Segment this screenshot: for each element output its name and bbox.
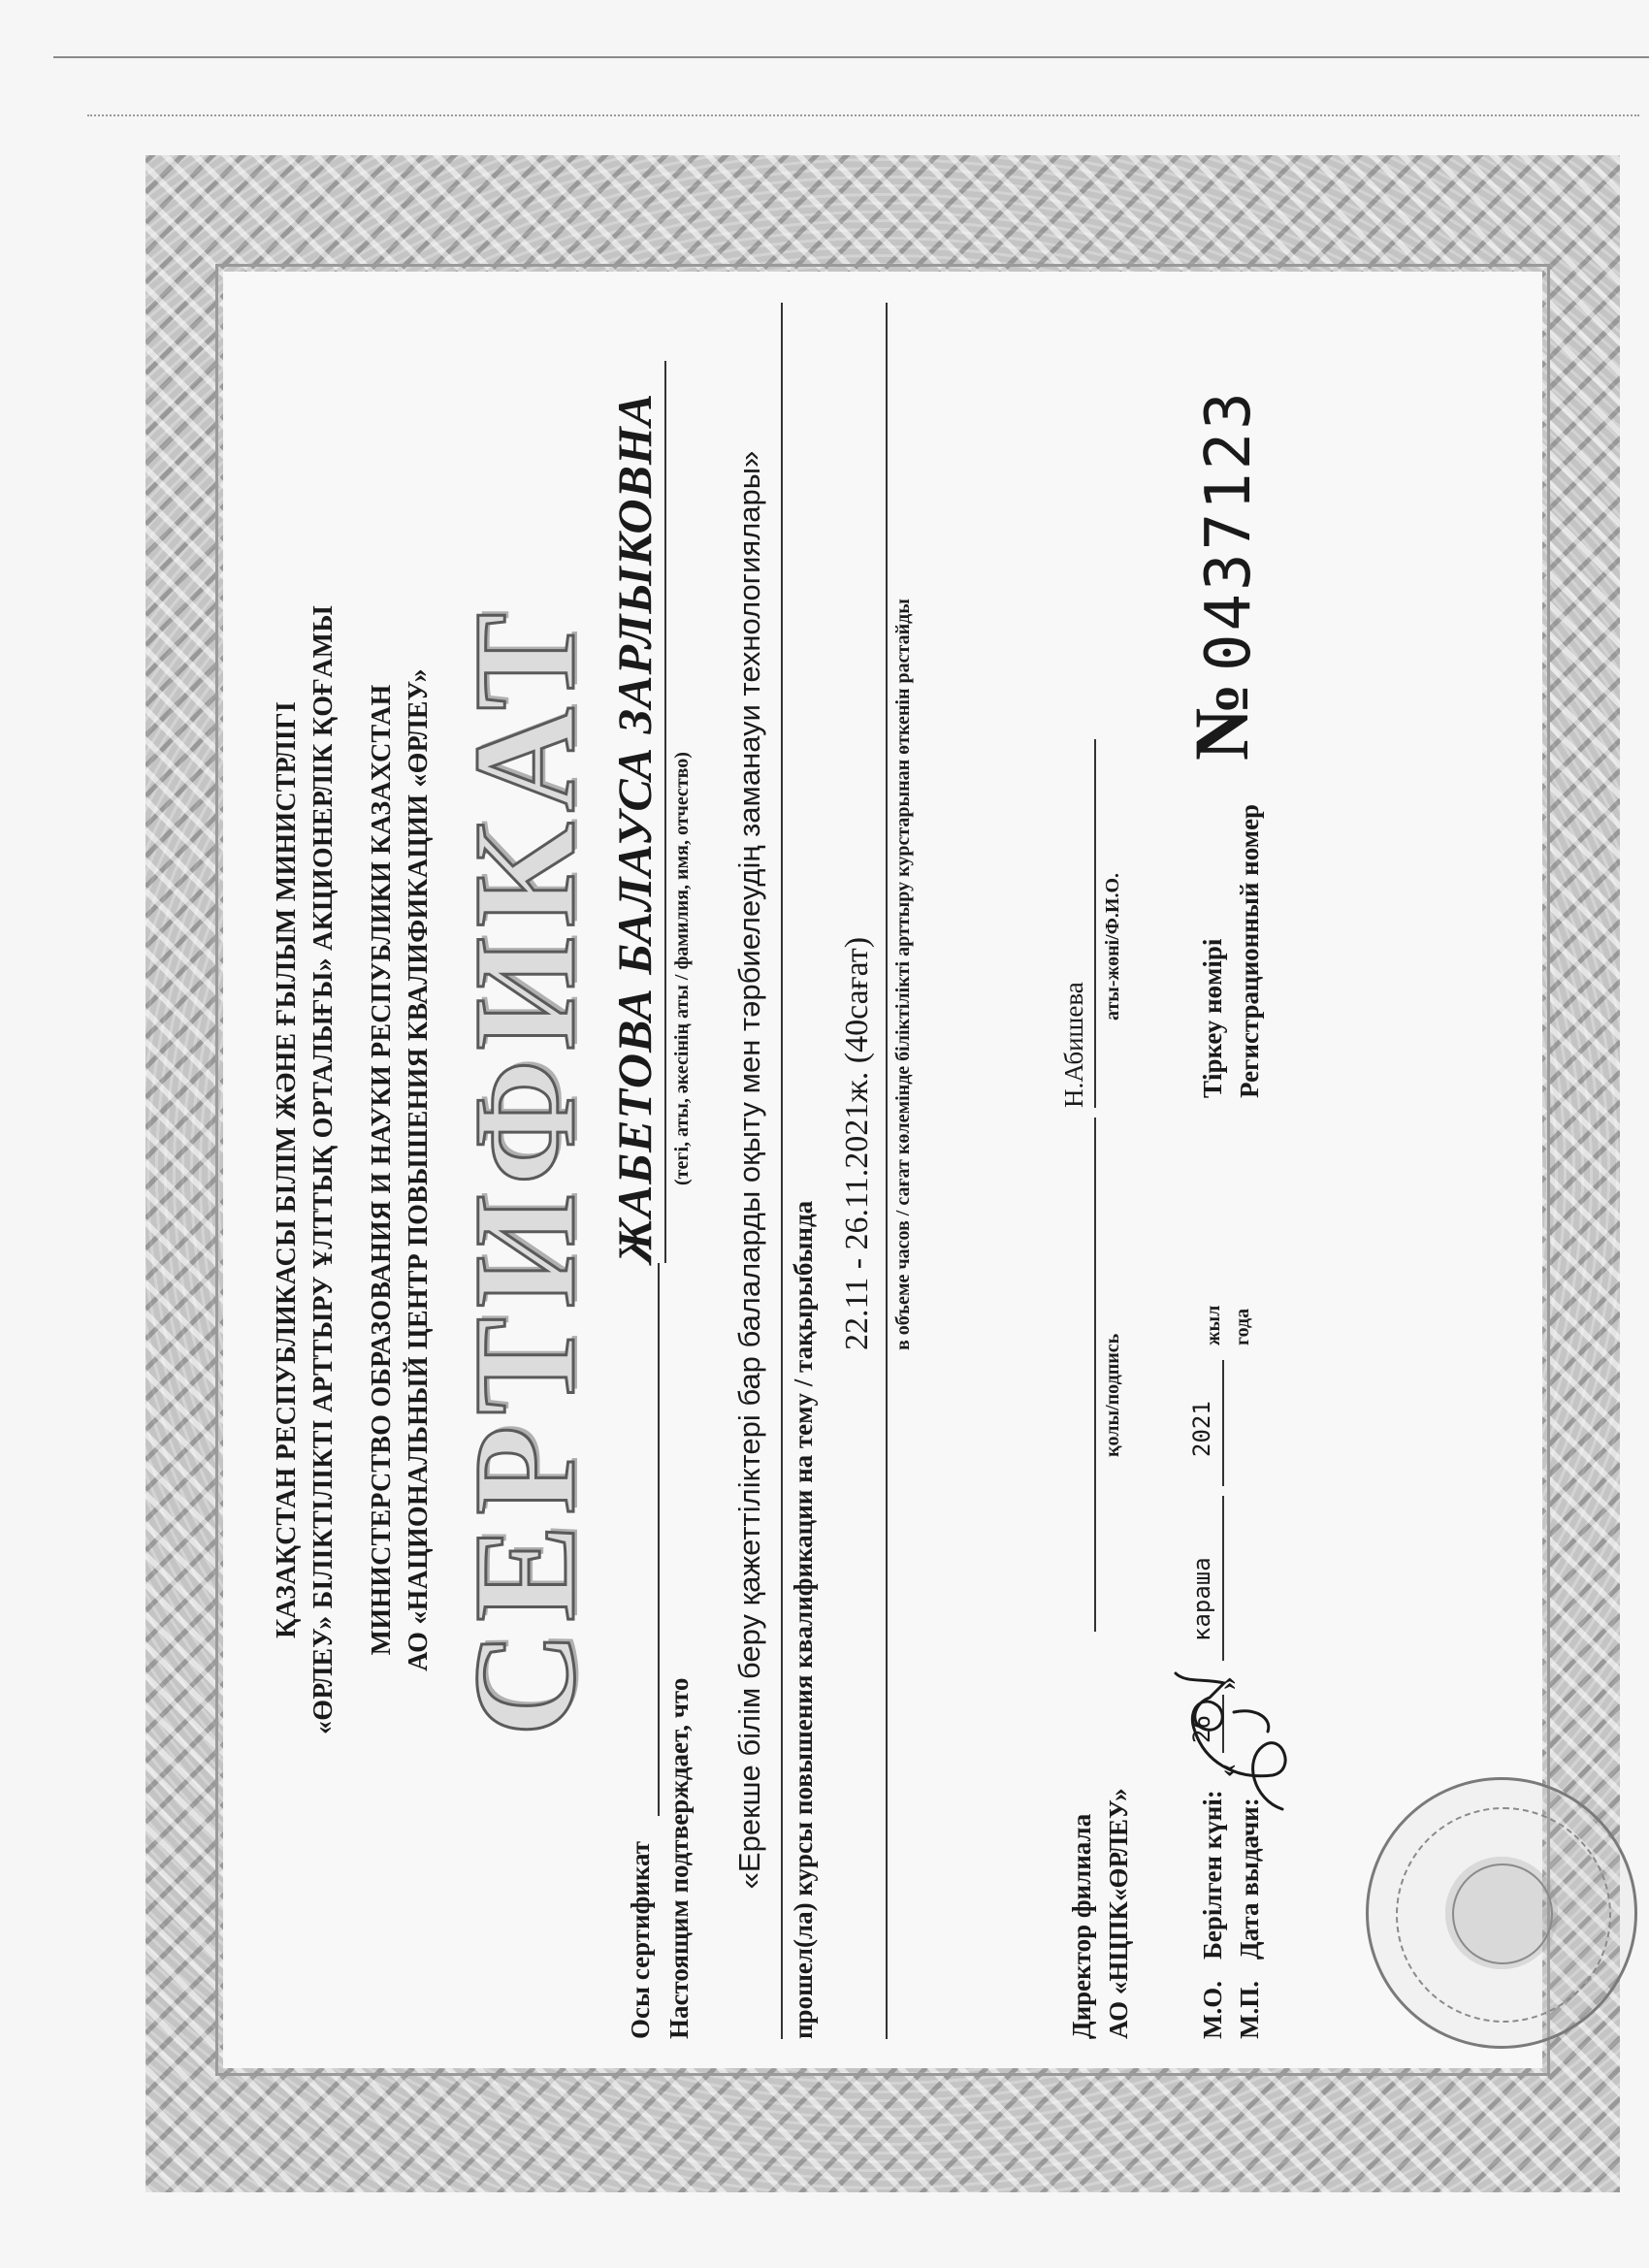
director-org: АО «НЦПК«ӨРЛЕУ» (1104, 1788, 1133, 2039)
course-topic: «Ерекше білім беру қажеттіліктері бар балаларды оқыту мен тәрбиелеудің заманауи технологиялары» (732, 450, 766, 1890)
registration-label-kz: Тіркеу нөмірі (1198, 938, 1227, 1098)
course-period: 22.11 - 26.11.2021ж. (40сағат) (839, 936, 875, 1350)
mp-label-kz: М.О. (1198, 1981, 1227, 2039)
handwritten-signature (1137, 1654, 1321, 1819)
issue-month-line (1222, 1496, 1224, 1661)
scan-edge-line (53, 56, 1649, 58)
issue-quote-close: » (1212, 1676, 1242, 1690)
course-caption: прошел(ла) курсы повышения квалификации на тему / тақырыбында (789, 1200, 818, 2039)
registration-number: 0437123 (1193, 389, 1265, 671)
header-orleu-ru: АО «НАЦИОНАЛЬНЫЙ ЦЕНТР ПОВЫШЕНИЯ КВАЛИФИКАЦИИ «ӨРЛЕУ» (404, 668, 434, 1671)
topic-underline (781, 303, 783, 2039)
cert-label-kz: Осы сертификат (626, 1840, 655, 2039)
header-ministry-ru: МИНИСТЕРСТВО ОБРАЗОВАНИЯ И НАУКИ РЕСПУБЛИКИ КАЗАХСТАН (367, 684, 397, 1656)
certificate-content (223, 272, 1542, 2068)
issue-month: караша (1188, 1557, 1215, 1641)
issue-year-line (1222, 1360, 1224, 1486)
recipient-name: ЖАБЕТОВА БАЛАУСА ЗАРЛЫКОВНА (607, 392, 662, 1263)
director-name: Н.Абишева (1059, 982, 1088, 1108)
year-label-kz: жыл (1203, 1305, 1224, 1345)
certificate-title: СЕРТИФИКАТ (444, 602, 605, 1737)
issue-date-label-kz: Берілген күні: (1198, 1790, 1227, 1960)
header-ministry-kz: ҚАЗАҚСТАН РЕСПУБЛИКАСЫ БІЛІМ ЖӘНЕ ҒЫЛЫМ МИНИСТРЛІГІ (272, 701, 302, 1639)
hours-caption: в объеме часов / сағат көлемінде біліктілікті арттыру курстарынан өткенін растайды (892, 599, 914, 1350)
period-underline (886, 303, 888, 2039)
issue-date-label-ru: Дата выдачи: (1235, 1798, 1264, 1960)
director-label: Директор филиала (1067, 1813, 1096, 2039)
director-name-caption: аты-жөні/Ф.И.О. (1102, 872, 1123, 1021)
scan-dotted-line (87, 114, 1639, 116)
seal-emblem (1452, 1863, 1553, 1964)
director-name-line (1094, 739, 1096, 1108)
cert-label-ru: Настоящим подтверждает, что (664, 1677, 694, 2039)
signature-caption: қолы/подпись (1102, 1333, 1123, 1457)
name-caption: (тегі, аты, әкесінің аты / фамилия, имя, отчество) (671, 752, 693, 1185)
name-underline-left (658, 1263, 660, 1816)
registration-number-sign: № (1180, 682, 1265, 761)
issue-day: 26 (1188, 1715, 1215, 1743)
issue-year: 2021 (1188, 1401, 1215, 1457)
mp-label-ru: М.П. (1235, 1981, 1264, 2039)
signature-line (1094, 1118, 1096, 1632)
year-label-ru: года (1232, 1308, 1253, 1345)
name-underline (664, 361, 666, 1263)
header-orleu-kz: «ӨРЛЕУ» БІЛІКТІЛІКТІ АРТТЫРУ ҰЛТТЫҚ ОРТАЛЫҒЫ» АКЦИОНЕРЛІК ҚОҒАМЫ (308, 605, 339, 1734)
official-seal-stamp (1366, 1777, 1637, 2049)
registration-label-ru: Регистрационный номер (1235, 803, 1264, 1098)
issue-quote-open: « (1212, 1764, 1242, 1777)
